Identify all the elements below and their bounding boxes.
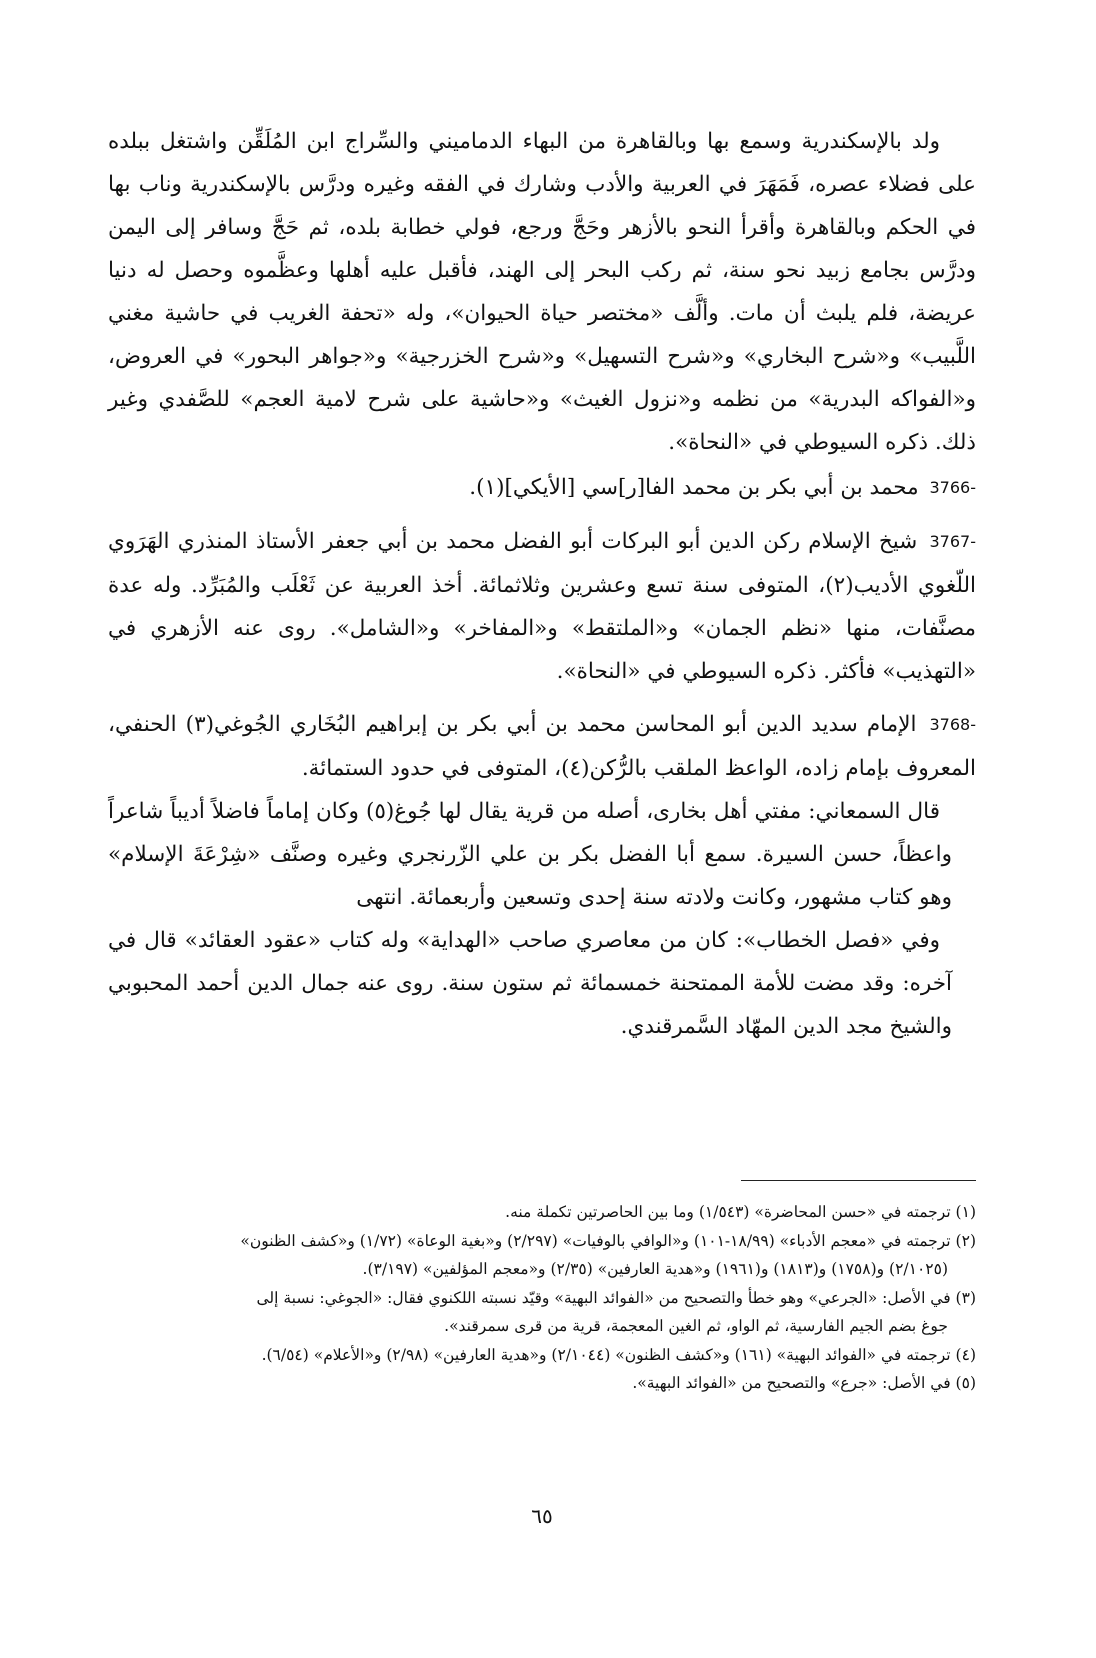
- entry-number: 3766-: [929, 478, 976, 497]
- entry-3766: [108, 466, 976, 510]
- main-text: [108, 120, 976, 1048]
- footnote-divider: [741, 1180, 976, 1181]
- footnote-text: (٢) ترجمته في «معجم الأدباء» (١٨/٩٩-١٠١) و«الوافي بالوفيات» (٢/٢٩٧) و«بغية الوعاة» (١/٧٢) و«كشف الظنون»: [240, 1231, 976, 1250]
- footnote-continuation: جوغ بضم الجيم الفارسية، ثم الواو، ثم الغين المعجمة، قرية من قرى سمرقند».: [444, 1317, 948, 1335]
- entry-3768-paragraph-2: وفي «فصل الخطاب»: كان من معاصري صاحب «الهداية» وله كتاب «عقود العقائد» قال في آخره: وقد مضت للأمة الممتحنة خمسمائة ثم ستون سنة. روى عنه جمال الدين أحمد المحبوبي والشيخ مجد الدين المهّاد السَّمرقندي.: [108, 928, 952, 1039]
- footnote-continuation: (٢/١٠٢٥) و(١٧٥٨) و(١٨١٣) و(١٩٦١) و«هدية العارفين» (٢/٣٥) و«معجم المؤلفين» (٣/١٩٧).: [362, 1260, 948, 1278]
- footnote-text: (٥) في الأصل: «جرع» والتصحيح من «الفوائد البهية».: [632, 1374, 976, 1392]
- footnotes: [108, 1198, 976, 1398]
- entry-number: 3768-: [929, 715, 976, 734]
- footnote-1: [108, 1198, 976, 1227]
- footnote-text: (١) ترجمته في «حسن المحاضرة» (١/٥٤٣) وما بين الحاصرتين تكملة منه.: [505, 1203, 976, 1221]
- entry-3768: [108, 703, 976, 790]
- footnote-text: (٣) في الأصل: «الجرعي» وهو خطأ والتصحيح من «الفوائد البهية» وقيّد نسبته اللكنوي فقال: «الجوغي: نسبة إلى: [256, 1288, 976, 1307]
- footnote-5: [108, 1369, 976, 1398]
- footnote-3: [108, 1284, 976, 1341]
- footnote-2: [108, 1227, 976, 1284]
- footnote-text: (٤) ترجمته في «الفوائد البهية» (١٦١) و«كشف الظنون» (٢/١٠٤٤) و«هدية العارفين» (٢/٩٨) و«الأعلام» (٦/٥٤).: [261, 1345, 976, 1364]
- entry-3768-paragraph-1: قال السمعاني: مفتي أهل بخارى، أصله من قرية يقال لها جُوغ(٥) وكان إماماً فاضلاً أديباً شاعراً واعظاً، حسن السيرة. سمع أبا الفضل بكر بن علي الزّرنجري وغيره وصنَّف «شِرْعَةَ الإسلام» وهو كتاب مشهور، وكانت ولادته سنة إحدى وتسعين وأربعمائة. انتهى: [108, 799, 952, 910]
- entry-text: محمد بن أبي بكر بن محمد الفا[ر]سي [الأيكي](١).: [469, 475, 919, 500]
- entry-text: شيخ الإسلام ركن الدين أبو البركات أبو الفضل محمد بن أبي جعفر الأستاذ المنذري الهَرَوي اللّغوي الأديب(٢)، المتوفى سنة تسع وعشرين وثلاثمائة. أخذ العربية عن ثَعْلَب والمُبَرِّد. وله عدة مصنَّفات، منها «نظم الجمان» و«الملتقط» و«المفاخر» و«الشامل». روى عنه الأزهري في «التهذيب» فأكثر. ذكره السيوطي في «النحاة».: [108, 529, 976, 684]
- book-page: [108, 120, 976, 1620]
- page-number: ٦٥: [531, 1504, 553, 1528]
- entry-number: 3767-: [929, 532, 976, 551]
- intro-paragraph: ولد بالإسكندرية وسمع بها وبالقاهرة من البهاء الدماميني والسِّراج ابن المُلَقِّن واشتغل ببلده على فضلاء عصره، فَمَهَرَ في العربية والأدب وشارك في الفقه وغيره ودرَّس بالإسكندرية وناب بها في الحكم وبالقاهرة وأقرأ النحو بالأزهر وحَجَّ ورجع، فولي خطابة بلده، ثم حَجَّ وسافر إلى اليمن ودرَّس بجامع زبيد نحو سنة، ثم ركب البحر إلى الهند، فأقبل عليه أهلها وعظَّموه وحصل له دنيا عريضة، فلم يلبث أن مات. وألَّف «مختصر حياة الحيوان»، وله «تحفة الغريب في حاشية مغني اللَّبيب» و«شرح البخاري» و«شرح التسهيل» و«شرح الخزرجية» و«جواهر البحور» في العروض، و«الفواكه البدرية» من نظمه و«نزول الغيث» و«حاشية على شرح لامية العجم» للصَّفدي وغير ذلك. ذكره السيوطي في «النحاة».: [108, 129, 976, 455]
- entry-3767: [108, 520, 976, 693]
- entry-text: الإمام سديد الدين أبو المحاسن محمد بن أبي بكر بن إبراهيم البُخَاري الجُوغي(٣) الحنفي، المعروف بإمام زاده، الواعظ الملقب بالرُّكن(٤)، المتوفى في حدود الستمائة.: [108, 712, 976, 781]
- footnote-4: [108, 1341, 976, 1370]
